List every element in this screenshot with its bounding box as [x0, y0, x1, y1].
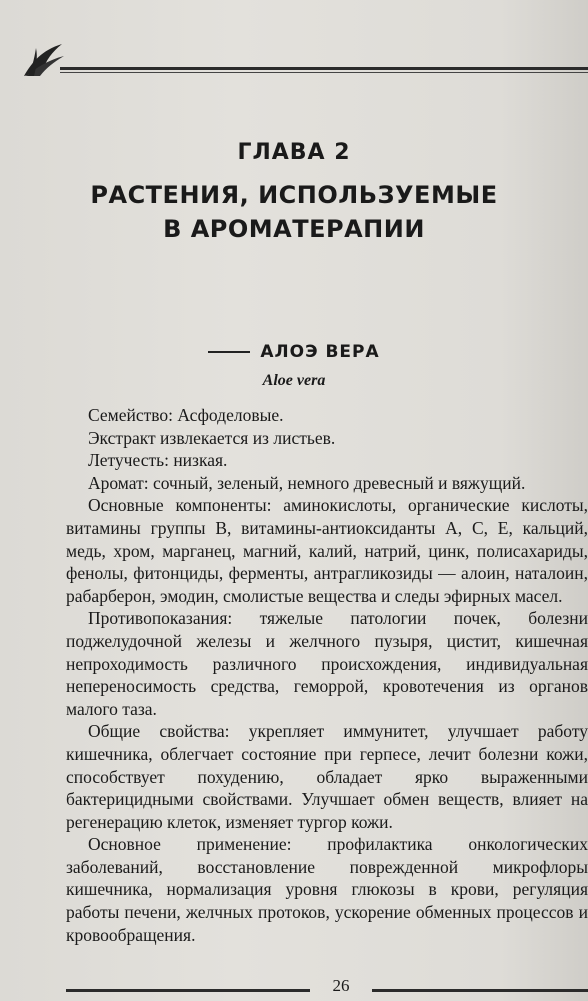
chapter-title-line-2: В АРОМАТЕРАПИИ	[163, 215, 425, 243]
header-rule	[60, 67, 588, 70]
paragraph-components: Основные компоненты: аминокислоты, органические кислоты, витамины группы В, витамины-антиоксиданты А, С, Е, кальций, медь, хром, марганец, магний, калий, натрий, цинк, полисахариды, фенолы, фитонциды, ферменты, антрагликозиды — алоин, наталоин, рабарберон, эмодин, смолистые вещества и следы эфирных масел.	[66, 495, 588, 606]
paragraph-extract: Экстракт извлекается из листьев.	[88, 427, 336, 448]
chapter-label: ГЛАВА 2	[237, 140, 351, 165]
section-title-text: АЛОЭ ВЕРА	[260, 342, 380, 362]
chapter-title	[0, 178, 588, 246]
footer-rule-right	[372, 989, 588, 992]
page-number: 26	[332, 976, 350, 995]
paragraph-contraindications: Противопоказания: тяжелые патологии почек, болезни поджелудочной железы и желчного пузыря, цистит, кишечная непроходимость различного происхождения, индивидуальная непереносимость средства, геморрой, кровотечения из органов малого таза.	[66, 608, 588, 719]
chapter-title-line-1: РАСТЕНИЯ, ИСПОЛЬЗУЕМЫЕ	[90, 181, 498, 209]
paragraph-aroma: Аромат: сочный, зеленый, немного древесный и вяжущий.	[88, 472, 526, 493]
paragraph-family: Семейство: Асфоделовые.	[88, 405, 284, 425]
section-dash	[208, 351, 250, 353]
header-rule-thin	[60, 72, 588, 73]
paragraph-volatility: Летучесть: низкая.	[88, 450, 228, 471]
paragraph-general-properties: Общие свойства: укрепляет иммунитет, улучшает работу кишечника, облегчает состояние при герпесе, лечит болезни кожи, способствует похудению, обладает ярко выраженными бактерицидными свойствами. Улучшает обмен веществ, влияет на регенерацию клеток, изменяет тургор кожи.	[66, 721, 588, 832]
latin-name: Aloe vera	[262, 372, 326, 389]
footer-rule-left	[66, 989, 310, 992]
body-text	[66, 404, 588, 946]
paragraph-main-use: Основное применение: профилактика онкологических заболеваний, восстановление поврежденной микрофлоры кишечника, нормализация уровня глюкозы в крови, регуляция работы печени, желчных протоков, ускорение обменных процессов и кровообращения.	[66, 834, 588, 945]
section-title	[0, 342, 588, 362]
